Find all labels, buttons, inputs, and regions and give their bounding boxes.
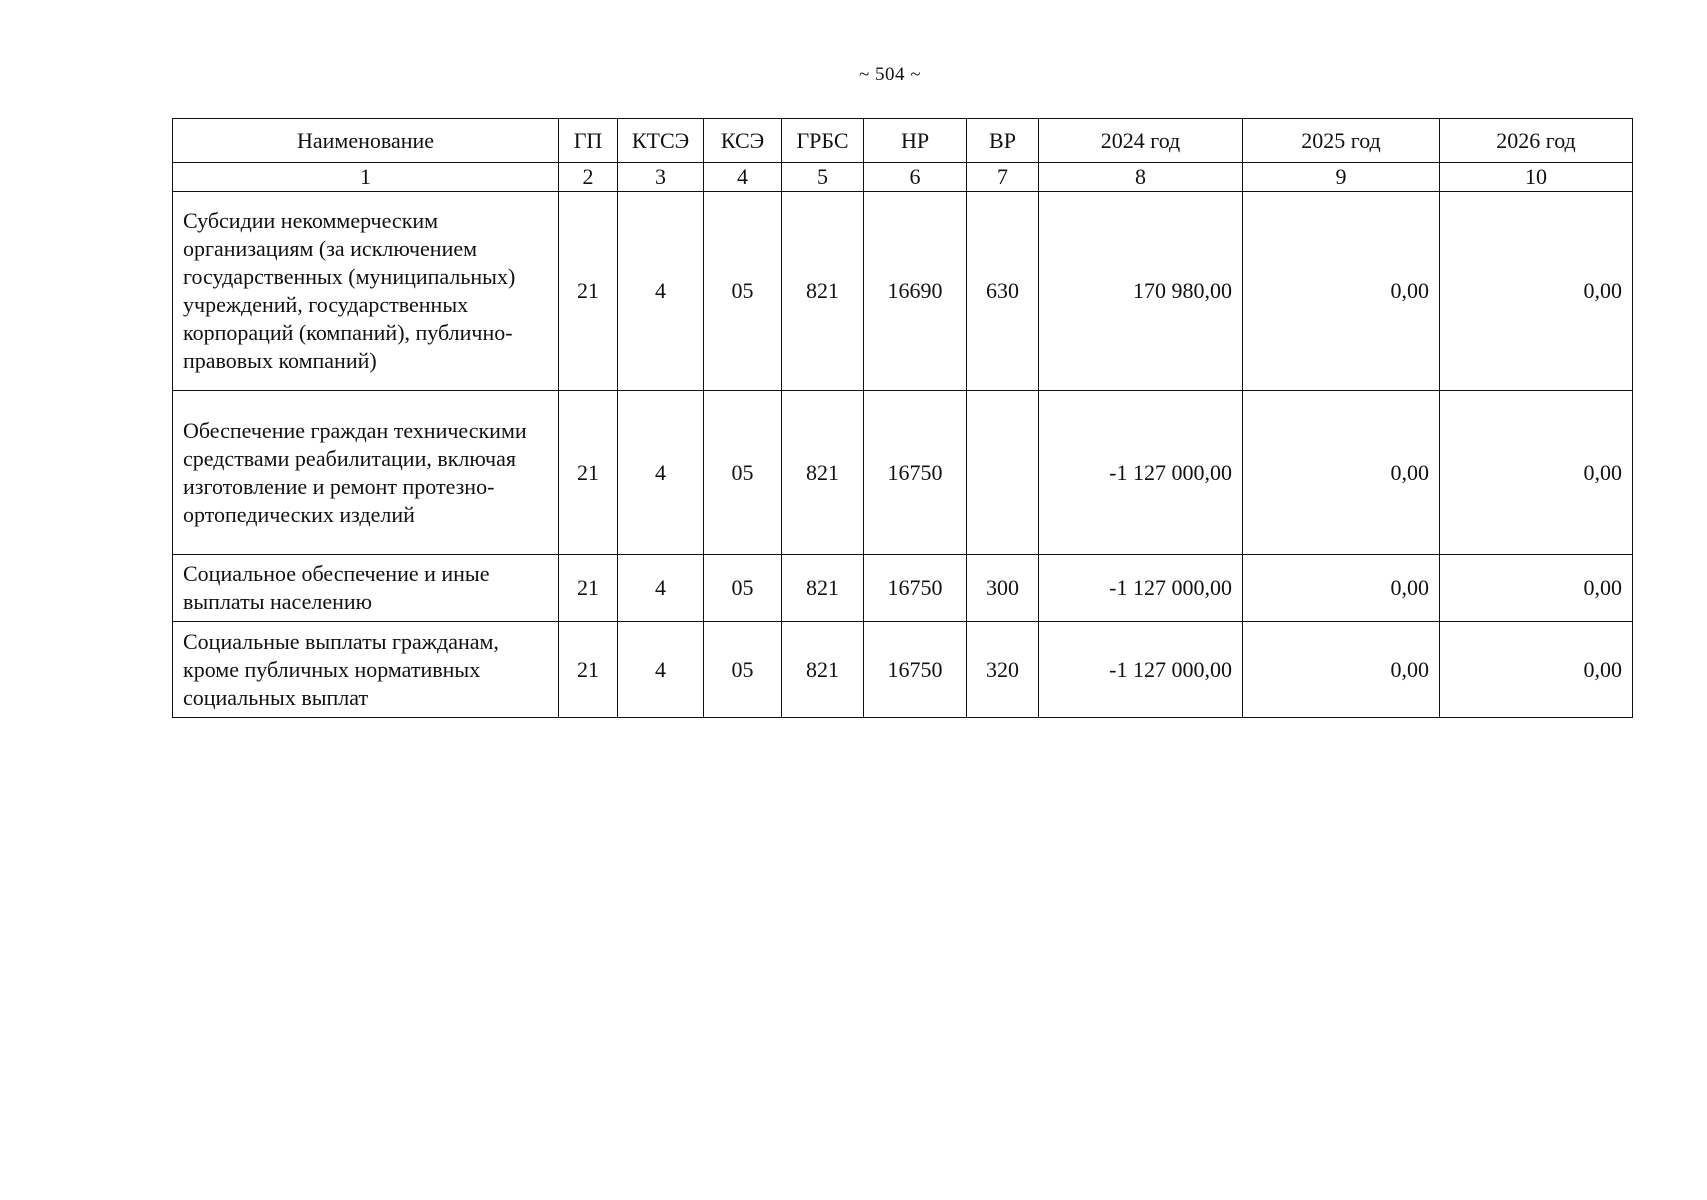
row-name: Социальные выплаты гражданам, кроме публичных нормативных социальных выплат (173, 622, 559, 718)
cell-vr (967, 391, 1039, 555)
cell-ktse: 4 (618, 192, 704, 391)
cell-2024: 170 980,00 (1039, 192, 1243, 391)
cell-2025: 0,00 (1243, 391, 1440, 555)
column-number: 8 (1039, 163, 1243, 192)
cell-2026: 0,00 (1440, 391, 1633, 555)
cell-ktse: 4 (618, 555, 704, 622)
cell-ktse: 4 (618, 622, 704, 718)
cell-nr: 16750 (864, 555, 967, 622)
column-number: 2 (559, 163, 618, 192)
cell-nr: 16750 (864, 622, 967, 718)
cell-2025: 0,00 (1243, 192, 1440, 391)
table-row (173, 622, 1633, 718)
cell-2025: 0,00 (1243, 622, 1440, 718)
cell-vr: 630 (967, 192, 1039, 391)
cell-2026: 0,00 (1440, 192, 1633, 391)
row-name: Субсидии некоммерческим организациям (за исключением государственных (муниципальных) учреждений, государственных корпораций (компаний), публично-правовых компаний) (173, 192, 559, 391)
table-body (173, 192, 1633, 718)
header-row (173, 119, 1633, 163)
header-name: Наименование (173, 119, 559, 163)
header-2025: 2025 год (1243, 119, 1440, 163)
cell-2025: 0,00 (1243, 555, 1440, 622)
cell-ktse: 4 (618, 391, 704, 555)
table-row (173, 391, 1633, 555)
column-number: 6 (864, 163, 967, 192)
budget-table (172, 118, 1633, 718)
page-number: ~ 504 ~ (858, 64, 922, 85)
cell-kse: 05 (704, 622, 782, 718)
cell-2024: -1 127 000,00 (1039, 622, 1243, 718)
cell-kse: 05 (704, 555, 782, 622)
cell-vr: 300 (967, 555, 1039, 622)
cell-nr: 16690 (864, 192, 967, 391)
cell-gp: 21 (559, 192, 618, 391)
table-header (173, 119, 1633, 192)
table-row (173, 555, 1633, 622)
cell-2024: -1 127 000,00 (1039, 391, 1243, 555)
header-nr: НР (864, 119, 967, 163)
header-grbs: ГРБС (782, 119, 864, 163)
column-number: 1 (173, 163, 559, 192)
cell-2026: 0,00 (1440, 555, 1633, 622)
column-number-row (173, 163, 1633, 192)
header-gp: ГП (559, 119, 618, 163)
row-name: Обеспечение граждан техническими средствами реабилитации, включая изготовление и ремонт протезно-ортопедических изделий (173, 391, 559, 555)
cell-2026: 0,00 (1440, 622, 1633, 718)
header-vr: ВР (967, 119, 1039, 163)
cell-gp: 21 (559, 391, 618, 555)
cell-2024: -1 127 000,00 (1039, 555, 1243, 622)
header-2024: 2024 год (1039, 119, 1243, 163)
cell-gp: 21 (559, 622, 618, 718)
cell-gp: 21 (559, 555, 618, 622)
column-number: 4 (704, 163, 782, 192)
row-name: Социальное обеспечение и иные выплаты населению (173, 555, 559, 622)
cell-kse: 05 (704, 192, 782, 391)
column-number: 3 (618, 163, 704, 192)
cell-nr: 16750 (864, 391, 967, 555)
table-row (173, 192, 1633, 391)
cell-grbs: 821 (782, 622, 864, 718)
cell-grbs: 821 (782, 391, 864, 555)
column-number: 5 (782, 163, 864, 192)
cell-grbs: 821 (782, 555, 864, 622)
column-number: 10 (1440, 163, 1633, 192)
cell-vr: 320 (967, 622, 1039, 718)
cell-kse: 05 (704, 391, 782, 555)
column-number: 7 (967, 163, 1039, 192)
header-kse: КСЭ (704, 119, 782, 163)
header-2026: 2026 год (1440, 119, 1633, 163)
column-number: 9 (1243, 163, 1440, 192)
header-ktse: КТСЭ (618, 119, 704, 163)
cell-grbs: 821 (782, 192, 864, 391)
